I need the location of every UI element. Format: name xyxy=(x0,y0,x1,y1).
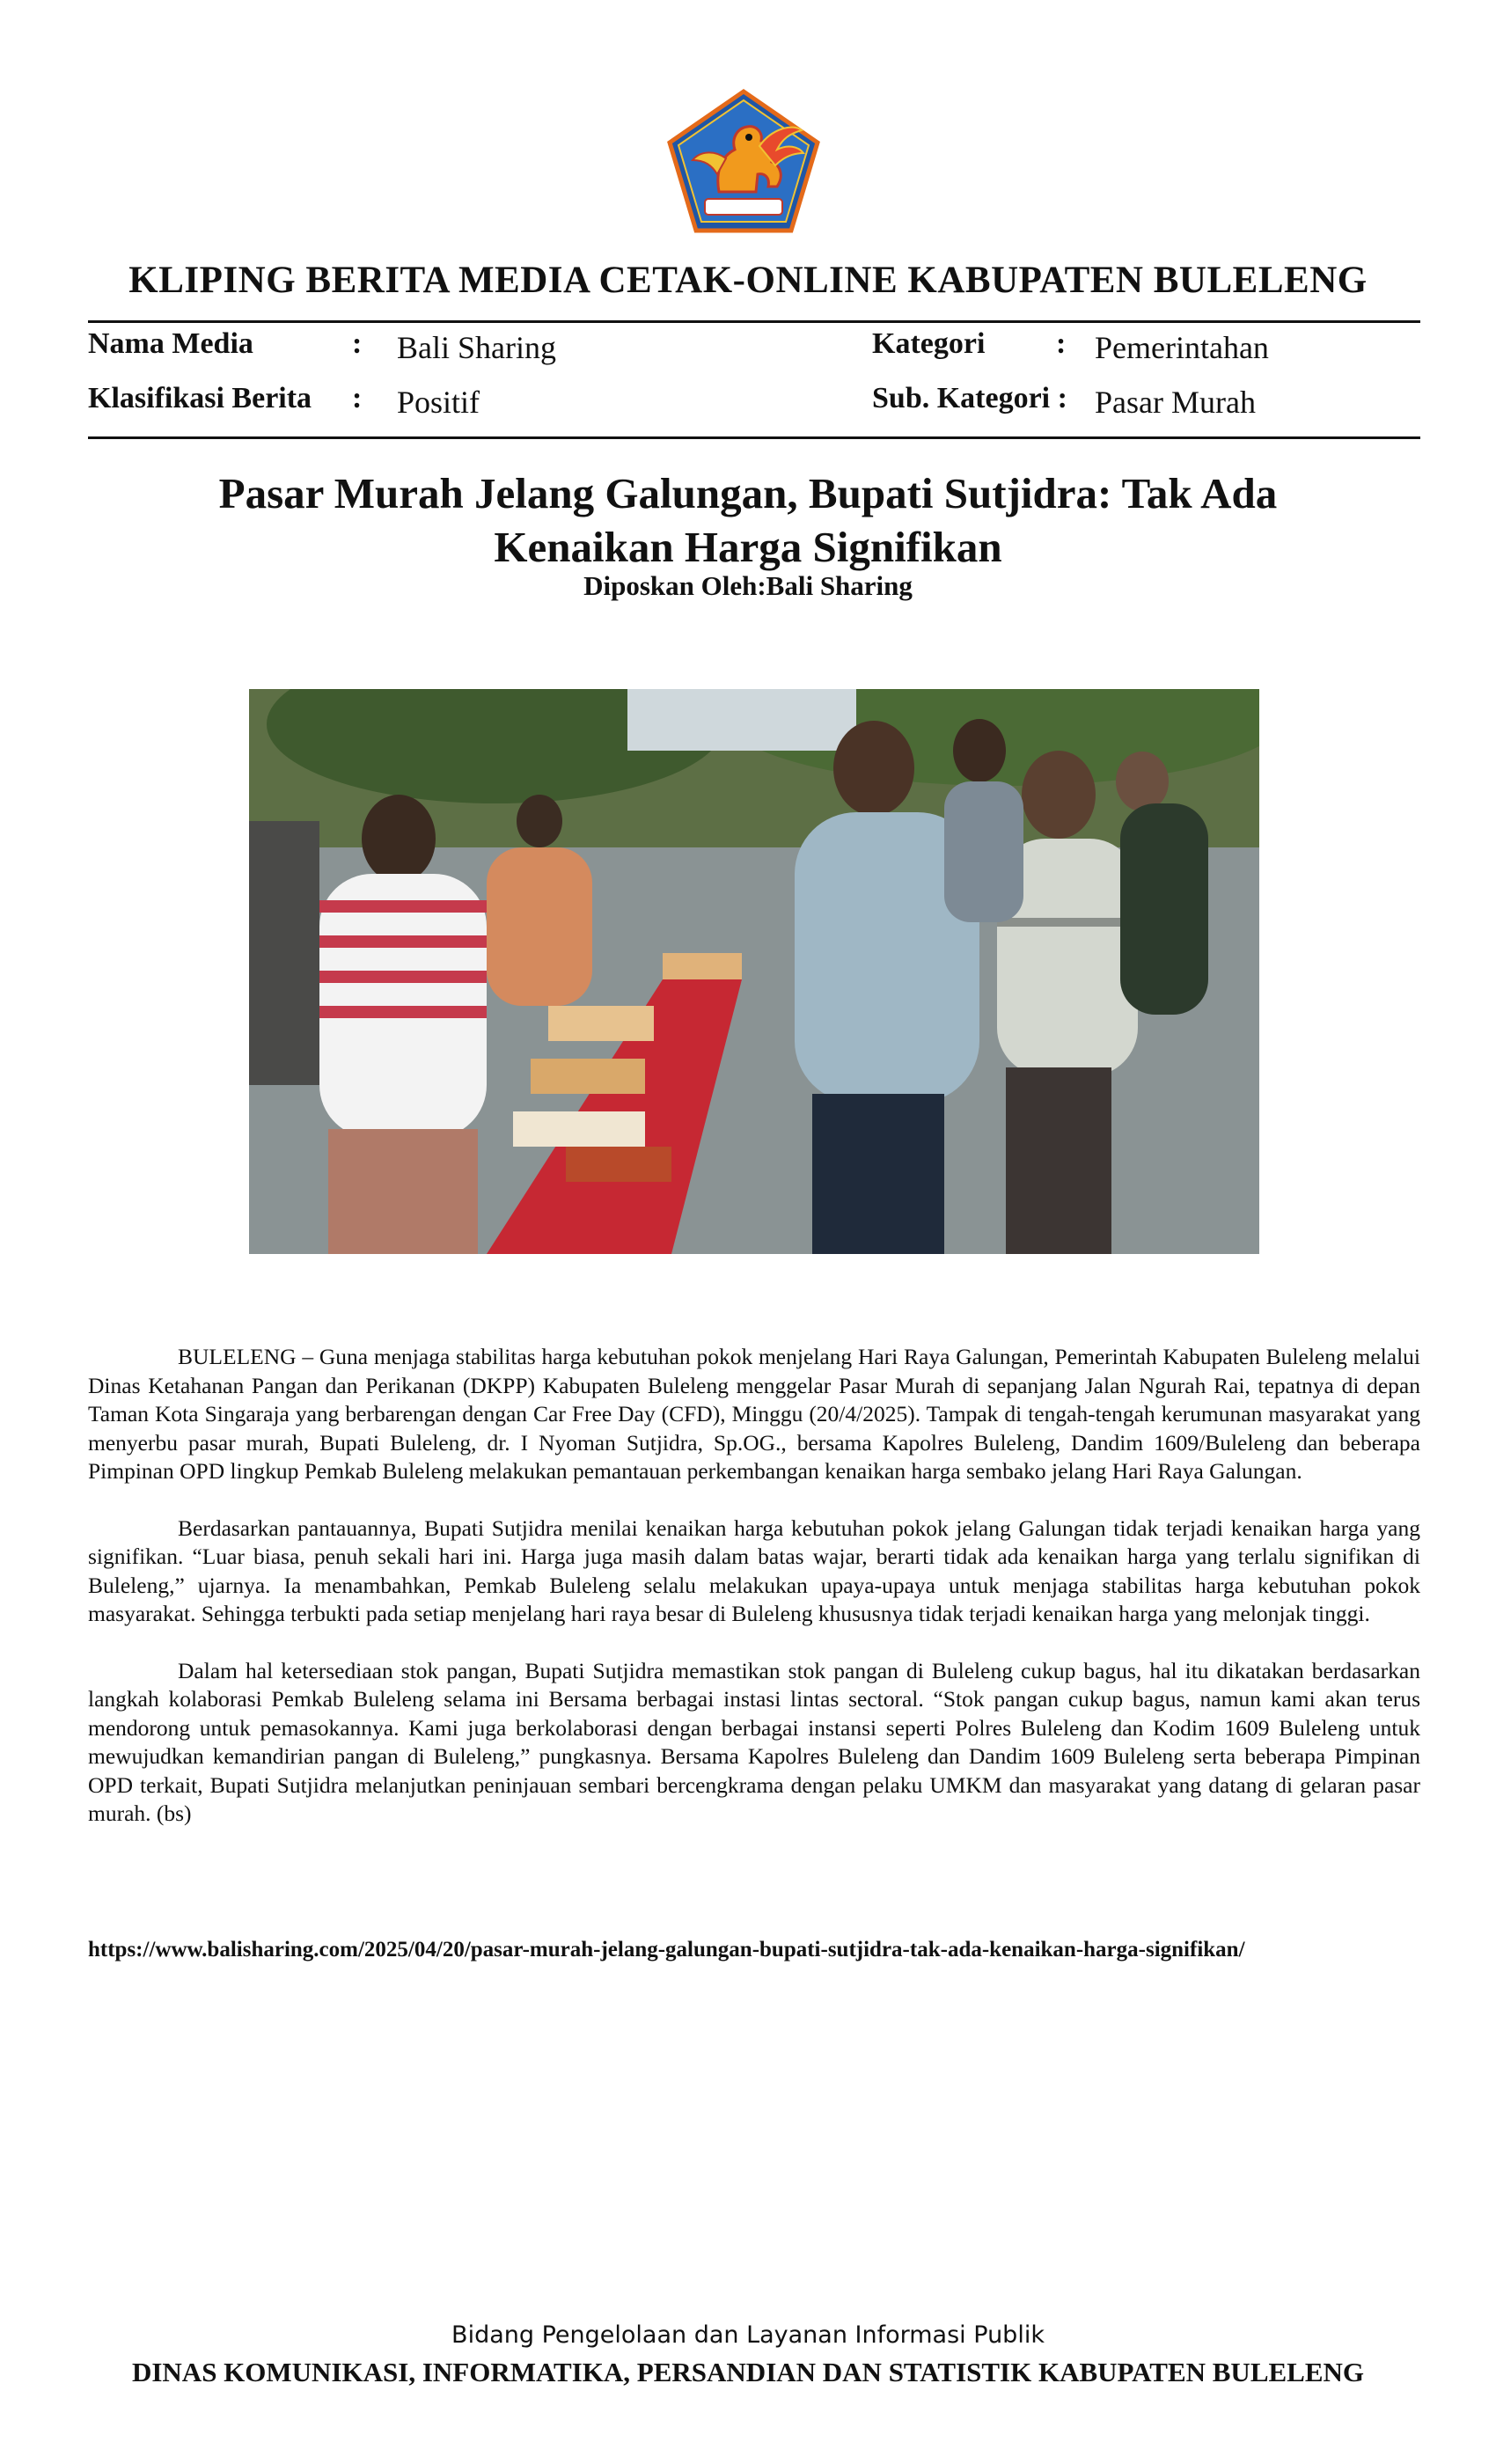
category-label: Kategori xyxy=(872,327,986,360)
article-paragraph: Berdasarkan pantauannya, Bupati Sutjidra menilai kenaikan harga kebutuhan pokok jelang Galungan tidak terjadi kenaikan harga yang signifikan. “Luar biasa, penuh sekali hari ini. Harga juga masih dalam batas wajar, berarti tidak ada kenaikan harga yang terlalu signifikan di Buleleng,” ujarnya. Ia menambahkan, Pemkab Buleleng selalu melakukan upaya-upaya untuk menjaga stabilitas harga kebutuhan pokok masyarakat. Sehingga terbukti pada setiap menjelang hari raya besar di Buleleng khususnya tidak terjadi kenaikan harga yang melonjak tinggi. xyxy=(88,1514,1420,1626)
subcategory-value: Pasar Murah xyxy=(1095,385,1256,420)
article-byline: Diposkan Oleh:Bali Sharing xyxy=(583,570,913,601)
news-classification-label: Klasifikasi Berita xyxy=(88,382,312,414)
source-url-link[interactable]: https://www.balisharing.com/2025/04/20/pasar-murah-jelang-galungan-bupati-sutjidra-tak-ada-kenaikan-harga-signifikan/ xyxy=(88,1938,1245,1962)
footer-agency-name: DINAS KOMUNIKASI, INFORMATIKA, PERSANDIAN DAN STATISTIK KABUPATEN BULELENG xyxy=(131,2357,1365,2387)
news-classification-value: Positif xyxy=(397,385,480,420)
article-body xyxy=(88,1343,1420,1857)
category-colon: : xyxy=(1056,327,1067,360)
media-name-colon: : xyxy=(352,327,363,360)
article-headline xyxy=(132,466,1364,574)
article-paragraph: BULELENG – Guna menjaga stabilitas harga kebutuhan pokok menjelang Hari Raya Galungan, Pemerintah Kabupaten Buleleng melalui Dinas Ketahanan Pangan dan Perikanan (DKPP) Kabupaten Buleleng menggelar Pasar Murah di sepanjang Jalan Ngurah Rai, tepatnya di depan Taman Kota Singaraja yang berbarengan dengan Car Free Day (CFD), Minggu (20/4/2025). Tampak di tengah-tengah kerumunan masyarakat yang menyerbu pasar murah, Bupati Buleleng, dr. I Nyoman Sutjidra, Sp.OG., bersama Kapolres Buleleng, Dandim 1609/Buleleng dan beberapa Pimpinan OPD lingkup Pemkab Buleleng melakukan pemantauan perkembangan kenaikan harga sembako jelang Hari Raya Galungan. xyxy=(88,1344,1420,1484)
news-photo-market-visit-icon xyxy=(249,689,1259,1254)
buleleng-regency-emblem-icon xyxy=(664,88,823,236)
subcategory-label: Sub. Kategori : xyxy=(872,382,1067,414)
media-name-label: Nama Media xyxy=(88,327,253,360)
header-divider-bottom xyxy=(88,436,1420,439)
footer-division-name: Bidang Pengelolaan dan Layanan Informasi Publik xyxy=(451,2321,1045,2349)
article-headline-line2: Kenaikan Harga Signifikan xyxy=(494,523,1002,571)
clipping-document-title: KLIPING BERITA MEDIA CETAK-ONLINE KABUPATEN BULELENG xyxy=(128,260,1368,301)
media-name-value: Bali Sharing xyxy=(397,330,556,365)
article-headline-line1: Pasar Murah Jelang Galungan, Bupati Sutjidra: Tak Ada xyxy=(218,469,1278,517)
category-value: Pemerintahan xyxy=(1095,330,1269,365)
header-divider-top xyxy=(88,320,1420,323)
article-paragraph: Dalam hal ketersediaan stok pangan, Bupati Sutjidra memastikan stok pangan di Buleleng cukup bagus, hal itu dikatakan berdasarkan langkah kolaborasi Pemkab Buleleng selama ini Bersama berbagai instasi lintas sectoral. “Stok pangan cukup bagus, namun kami akan terus mendorong untuk pemasokannya. Kami juga berkolaborasi dengan berbagai instansi seperti Polres Buleleng dan Kodim 1609 Buleleng untuk mewujudkan kemandirian pangan di Buleleng,” pungkasnya. Bersama Kapolres Buleleng dan Dandim 1609 Buleleng serta beberapa Pimpinan OPD terkait, Bupati Sutjidra melanjutkan peninjauan sembari bercengkrama dengan pelaku UMKM dan masyarakat yang datang di gelaran pasar murah. (bs) xyxy=(88,1657,1420,1826)
news-classification-colon: : xyxy=(352,382,363,414)
